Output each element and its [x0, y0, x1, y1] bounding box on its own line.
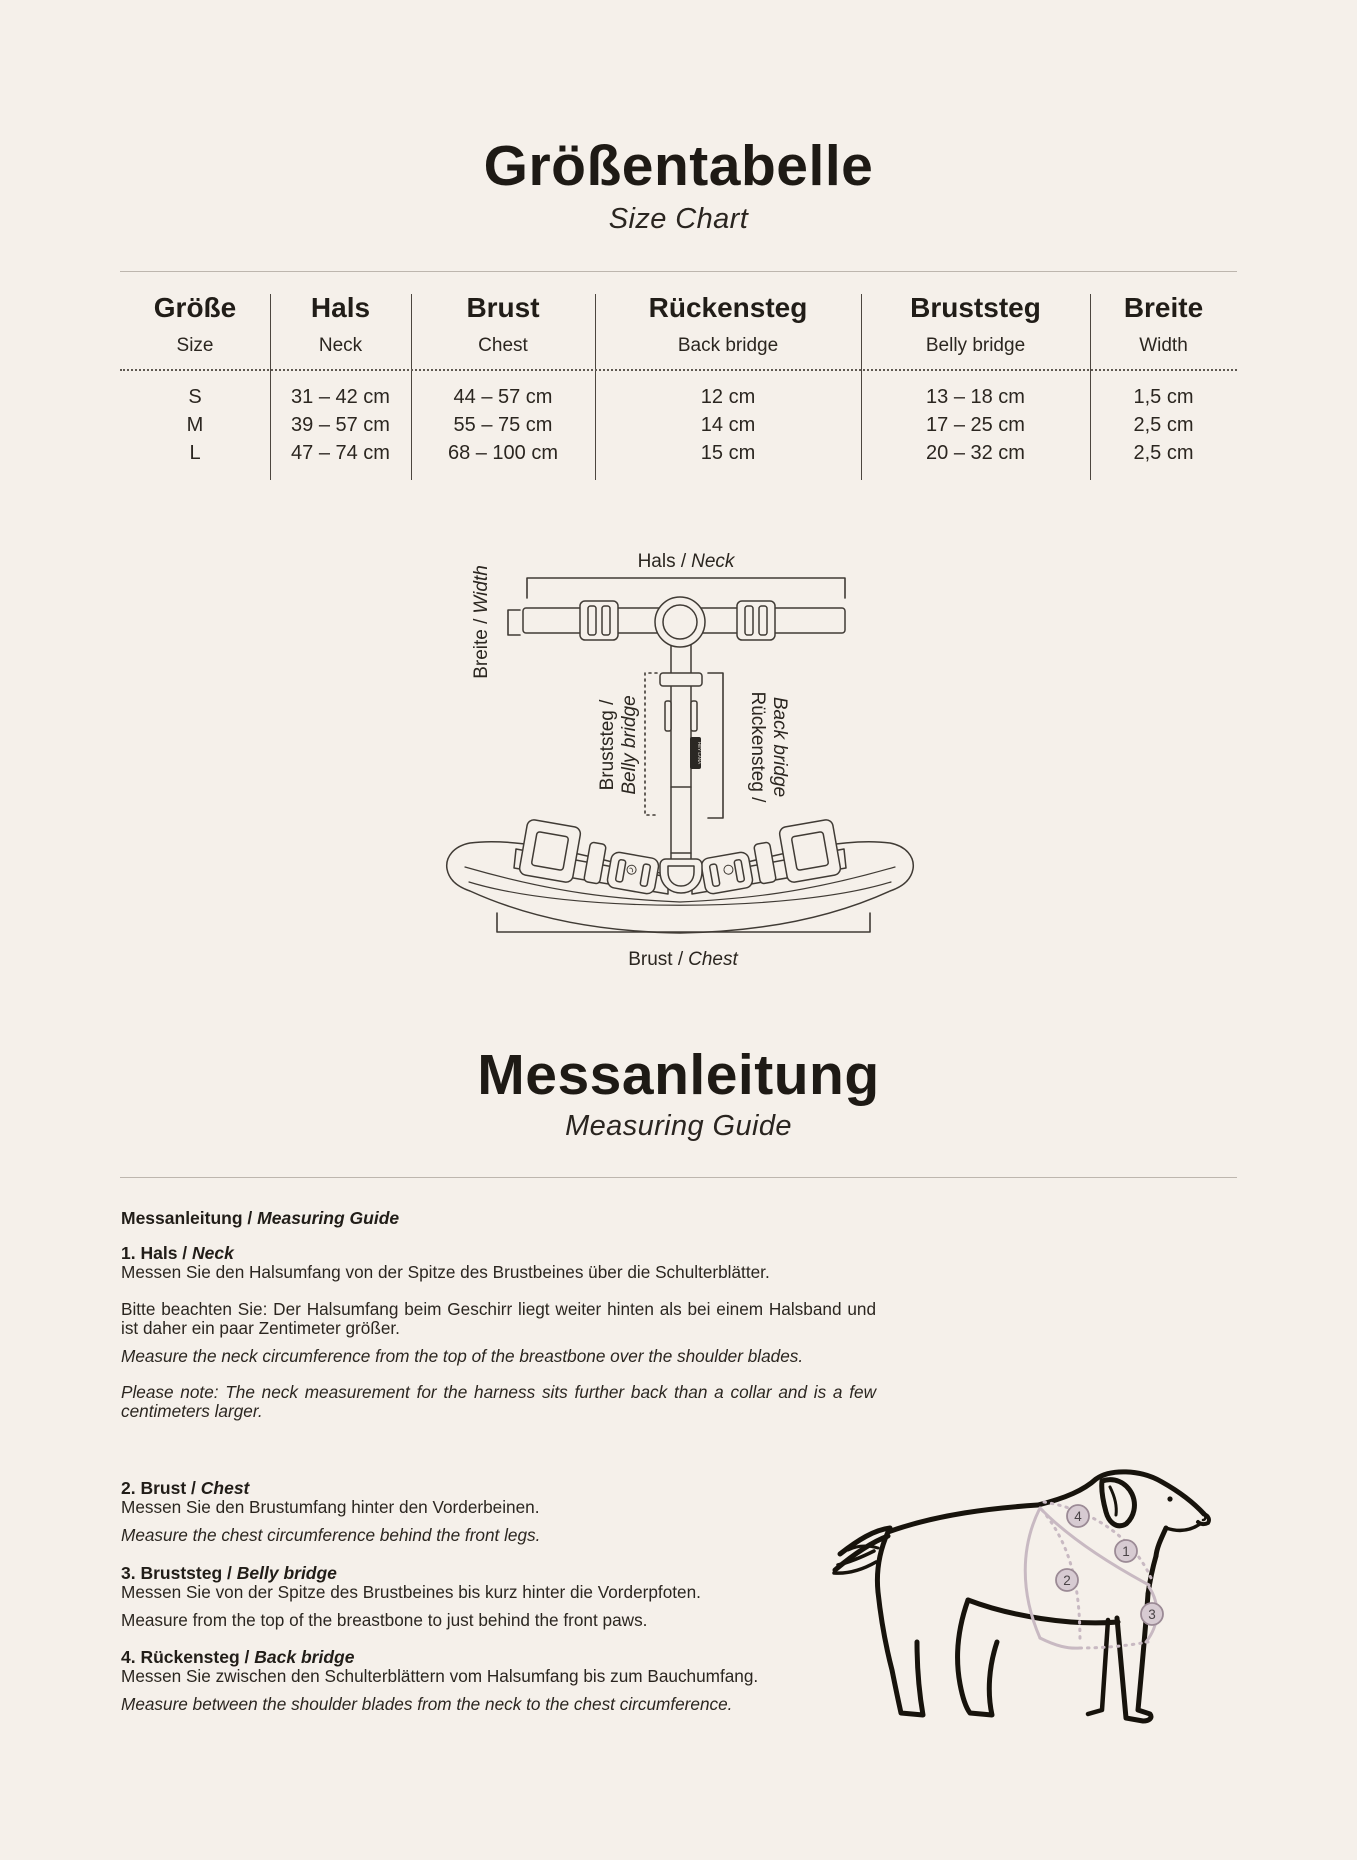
cell-neck: 47 – 74 cm — [291, 442, 390, 464]
diagram-label-belly-en: Belly bridge — [619, 695, 640, 795]
table-row-l — [120, 442, 1237, 465]
table-row-s — [120, 386, 1237, 409]
guide-section-chest — [121, 1479, 876, 1545]
slider-right — [737, 601, 775, 640]
paragraph-en: Measure from the top of the breastbone to just behind the front paws. — [121, 1609, 648, 1630]
col-subheader-belly-bridge: Belly bridge — [925, 335, 1026, 356]
measuring-guide-intro — [121, 1208, 399, 1229]
diagram-label-chest: Brust / Chest — [628, 949, 738, 970]
neck-bracket — [527, 578, 845, 598]
paragraph-en-note: Please note: The neck measurement for the harness sits further back than a collar and is a few centimeters larger. — [121, 1382, 876, 1422]
dog-illustration — [818, 1452, 1238, 1752]
back-bridge-bracket — [708, 673, 723, 818]
cell-neck: 39 – 57 cm — [291, 414, 390, 436]
section-heading: 1. Hals / Neck — [121, 1243, 234, 1263]
marker-4 — [1067, 1505, 1089, 1527]
diagram-label-belly-de: Bruststeg / — [597, 699, 618, 791]
measuring-guide-title: Messanleitung — [477, 1043, 880, 1107]
cell-width: 2,5 cm — [1133, 414, 1194, 436]
table-header-row-de — [120, 292, 1237, 324]
col-header-groesse: Größe — [153, 292, 237, 323]
svg-text:4: 4 — [1074, 1508, 1082, 1524]
paragraph-en: Measure the neck circumference from the top of the breastbone over the shoulder blades. — [121, 1345, 804, 1366]
paragraph-de: Messen Sie zwischen den Schulterblättern vom Halsumfang bis zum Bauchumfang. — [121, 1666, 759, 1687]
section-heading: 4. Rückensteg / Back bridge — [121, 1647, 355, 1667]
col-header-hals: Hals — [310, 292, 371, 323]
cell-back-bridge: 12 cm — [700, 386, 756, 408]
cell-size: S — [188, 386, 202, 408]
marker-2 — [1056, 1569, 1078, 1591]
table-row-m — [120, 414, 1237, 437]
cell-size: L — [189, 442, 201, 464]
intro-de: Messanleitung / — [121, 1208, 253, 1228]
col-header-bruststeg: Bruststeg — [910, 292, 1041, 323]
marker-1 — [1115, 1540, 1137, 1562]
col-header-rueckensteg: Rückensteg — [648, 292, 808, 323]
paragraph-de-note: Bitte beachten Sie: Der Halsumfang beim Geschirr liegt weiter hinten als bei einem Halsband und ist daher ein paar Zentimeter größer. — [121, 1298, 876, 1339]
col-subheader-chest: Chest — [478, 335, 528, 356]
section-heading: 2. Brust / Chest — [121, 1478, 250, 1498]
cell-belly-bridge: 17 – 25 cm — [926, 414, 1025, 436]
paragraph-de: Messen Sie den Halsumfang von der Spitze des Brustbeines über die Schulterblätter. — [121, 1262, 770, 1283]
top-divider-rule — [120, 271, 1237, 272]
diagram-label-back-en: Back bridge — [769, 696, 790, 798]
cell-width: 1,5 cm — [1133, 386, 1194, 408]
intro-en: Measuring Guide — [257, 1208, 400, 1228]
size-chart-title: Größentabelle — [483, 134, 874, 198]
paragraph-en: Measure the chest circumference behind the front legs. — [121, 1524, 541, 1545]
svg-text:1: 1 — [1122, 1543, 1130, 1559]
buckle-right — [700, 851, 754, 895]
table-header-row-en — [120, 335, 1237, 357]
col-subheader-size: Size — [176, 335, 214, 356]
harness-diagram — [370, 535, 930, 995]
width-bracket — [508, 610, 520, 635]
mid-divider-rule — [120, 1177, 1237, 1178]
belly-bridge-bracket — [645, 673, 657, 815]
table-dotted-separator — [120, 369, 1237, 371]
guide-section-neck — [121, 1244, 876, 1422]
slider-left — [580, 601, 618, 640]
cell-belly-bridge: 13 – 18 cm — [926, 386, 1025, 408]
brand-tag-label: HEY LANA — [697, 741, 702, 765]
diagram-label-width: Breite /Width — [471, 565, 492, 679]
buckle-left — [606, 851, 660, 895]
cell-chest: 44 – 57 cm — [453, 386, 553, 408]
cell-neck: 31 – 42 cm — [291, 386, 390, 408]
cell-chest: 55 – 75 cm — [453, 414, 553, 436]
cell-width: 2,5 cm — [1133, 442, 1194, 464]
cell-chest: 68 – 100 cm — [447, 442, 559, 464]
section-heading: 3. Bruststeg / Belly bridge — [121, 1563, 337, 1583]
svg-text:2: 2 — [1063, 1572, 1071, 1588]
svg-text:3: 3 — [1148, 1606, 1156, 1622]
col-header-breite: Breite — [1123, 292, 1204, 323]
guide-section-back-bridge — [121, 1648, 876, 1714]
cell-belly-bridge: 20 – 32 cm — [926, 442, 1025, 464]
marker-3 — [1141, 1603, 1163, 1625]
paragraph-de: Messen Sie den Brustumfang hinter den Vorderbeinen. — [121, 1497, 540, 1518]
col-header-brust: Brust — [466, 292, 540, 323]
size-chart-subtitle: Size Chart — [608, 203, 749, 235]
diagram-label-back-de: Rückensteg / — [747, 691, 768, 803]
measuring-guide-subtitle: Measuring Guide — [565, 1110, 792, 1142]
paragraph-en: Measure between the shoulder blades from the neck to the chest circumference. — [121, 1693, 733, 1714]
cell-back-bridge: 14 cm — [700, 414, 756, 436]
cell-size: M — [186, 414, 204, 436]
cell-back-bridge: 15 cm — [700, 442, 756, 464]
col-subheader-back-bridge: Back bridge — [677, 335, 779, 356]
col-subheader-width: Width — [1139, 335, 1188, 356]
diagram-label-neck: Hals / Neck — [637, 551, 735, 572]
paragraph-de: Messen Sie von der Spitze des Brustbeines bis kurz hinter die Vorderpfoten. — [121, 1582, 701, 1603]
guide-section-belly-bridge — [121, 1564, 876, 1630]
col-subheader-neck: Neck — [318, 335, 363, 356]
